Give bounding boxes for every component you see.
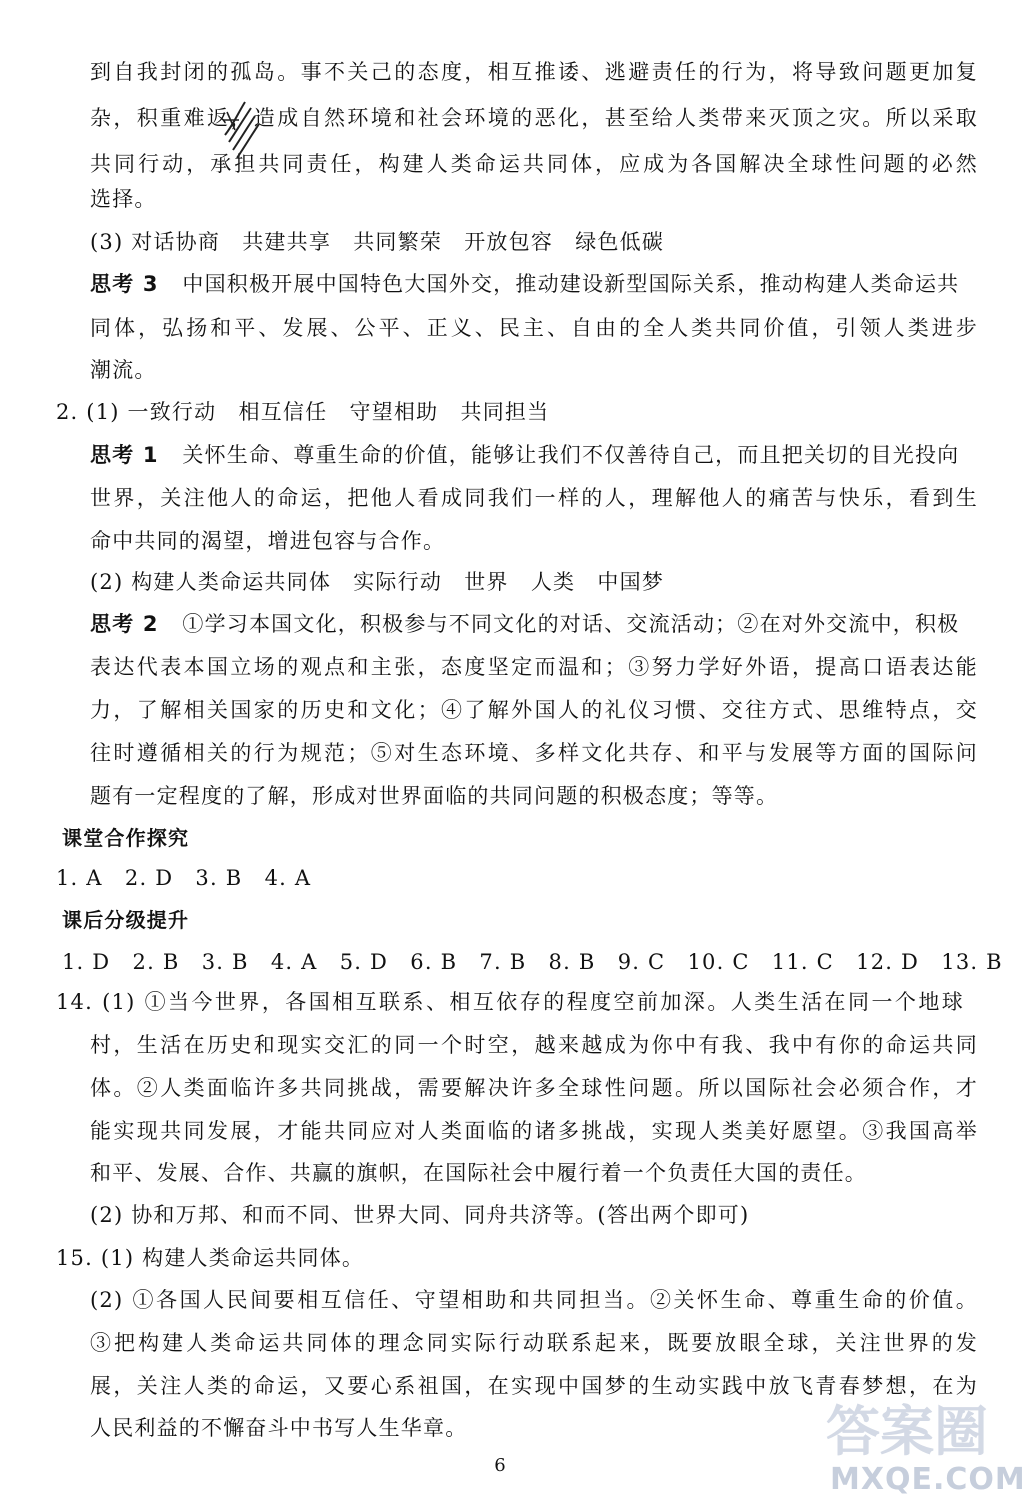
text-line: ③把构建人类命运共同体的理念同实际行动联系起来，既要放眼全球，关注世界的发 (90, 1331, 978, 1355)
text-line: 和平、发展、合作、共赢的旗帜，在国际社会中履行着一个负责任大国的责任。 (90, 1161, 867, 1185)
answer-key-line: 1. A 2. D 3. B 4. A (56, 866, 312, 890)
text-line: 杂，积重难返，造成自然环境和社会环境的恶化，甚至给人类带来灭顶之灾。所以采取 (90, 106, 978, 130)
think3-line (90, 270, 959, 298)
watermark-site: MXQE.COM (830, 1462, 1026, 1497)
section-heading: 课后分级提升 (62, 908, 190, 932)
question-line: 15. (1) 构建人类命运共同体。 (56, 1246, 365, 1270)
think2-line (90, 610, 959, 638)
text-line: 能实现共同发展，才能共同应对人类面临的诸多挑战，实现人类美好愿望。③我国高举 (90, 1119, 978, 1143)
answer-line: (2) 协和万邦、和而不同、世界大同、同舟共济等。(答出两个即可) (90, 1203, 750, 1227)
text-line: 往时遵循相关的行为规范；⑤对生态环境、多样文化共存、和平与发展等方面的国际问 (90, 741, 978, 765)
text-line: 人民利益的不懈奋斗中书写人生华章。 (90, 1416, 468, 1440)
text-line: 选择。 (90, 187, 157, 211)
text-line: 潮流。 (90, 358, 157, 382)
text-line: 共同行动，承担共同责任，构建人类命运共同体，应成为各国解决全球性问题的必然 (90, 152, 978, 176)
text-line: 体。②人类面临许多共同挑战，需要解决许多全球性问题。所以国际社会必须合作，才 (90, 1076, 978, 1100)
answer-line: (2) 构建人类命运共同体 实际行动 世界 人类 中国梦 (90, 570, 665, 594)
think3-label: 思考 3 (90, 272, 159, 296)
text-line: 村，生活在历史和现实交汇的同一个时空，越来越成为你中有我、我中有你的命运共同 (90, 1033, 978, 1057)
question-line: 14. (1) ①当今世界，各国相互联系、相互依存的程度空前加深。人类生活在同一个地球 (56, 990, 964, 1014)
text-line: 展，关注人类的命运，又要心系祖国，在实现中国梦的生动实践中放飞青春梦想，在为 (90, 1374, 978, 1398)
page-number: 6 (494, 1455, 506, 1476)
think1-label: 思考 1 (90, 443, 159, 467)
text-line: 命中共同的渴望，增进包容与合作。 (90, 529, 446, 553)
text-line: 同体，弘扬和平、发展、公平、正义、民主、自由的全人类共同价值，引领人类进步 (90, 316, 978, 340)
answer-line: (3) 对话协商 共建共享 共同繁荣 开放包容 绿色低碳 (90, 230, 665, 254)
text-line: 到自我封闭的孤岛。事不关己的态度，相互推诿、逃避责任的行为，将导致问题更加复 (90, 60, 978, 84)
text-line: 力，了解相关国家的历史和文化；④了解外国人的礼仪习惯、交往方式、思维特点，交 (90, 698, 978, 722)
handwritten-scribble (215, 90, 275, 170)
watermark-logo-icon (816, 1392, 996, 1464)
think1-text: 关怀生命、尊重生命的价值，能够让我们不仅善待自己，而且把关切的目光投向 (182, 443, 960, 467)
section-heading: 课堂合作探究 (62, 826, 190, 850)
text-line: 表达代表本国立场的观点和主张，态度坚定而温和；③努力学好外语，提高口语表达能 (90, 655, 978, 679)
think2-text: ①学习本国文化，积极参与不同文化的对话、交流活动；②在对外交流中，积极 (182, 612, 960, 636)
text-line: (2) ①各国人民间要相互信任、守望相助和共同担当。②关怀生命、尊重生命的价值。 (90, 1288, 978, 1312)
think1-line (90, 441, 959, 469)
watermark (816, 1392, 1026, 1497)
svg-text:答案圈: 答案圈 (826, 1400, 988, 1463)
answer-key-line: 1. D 2. B 3. B 4. A 5. D 6. B 7. B 8. B 9. C 10. C 11. C 12. D 13. B (62, 950, 1003, 974)
answer-line: 2. (1) 一致行动 相互信任 守望相助 共同担当 (56, 400, 550, 424)
think2-label: 思考 2 (90, 612, 159, 636)
think3-text: 中国积极开展中国特色大国外交，推动建设新型国际关系，推动构建人类命运共 (182, 272, 960, 296)
text-line: 题有一定程度的了解，形成对世界面临的共同问题的积极态度；等等。 (90, 784, 779, 808)
text-line: 世界，关注他人的命运，把他人看成同我们一样的人，理解他人的痛苦与快乐，看到生 (90, 486, 978, 510)
